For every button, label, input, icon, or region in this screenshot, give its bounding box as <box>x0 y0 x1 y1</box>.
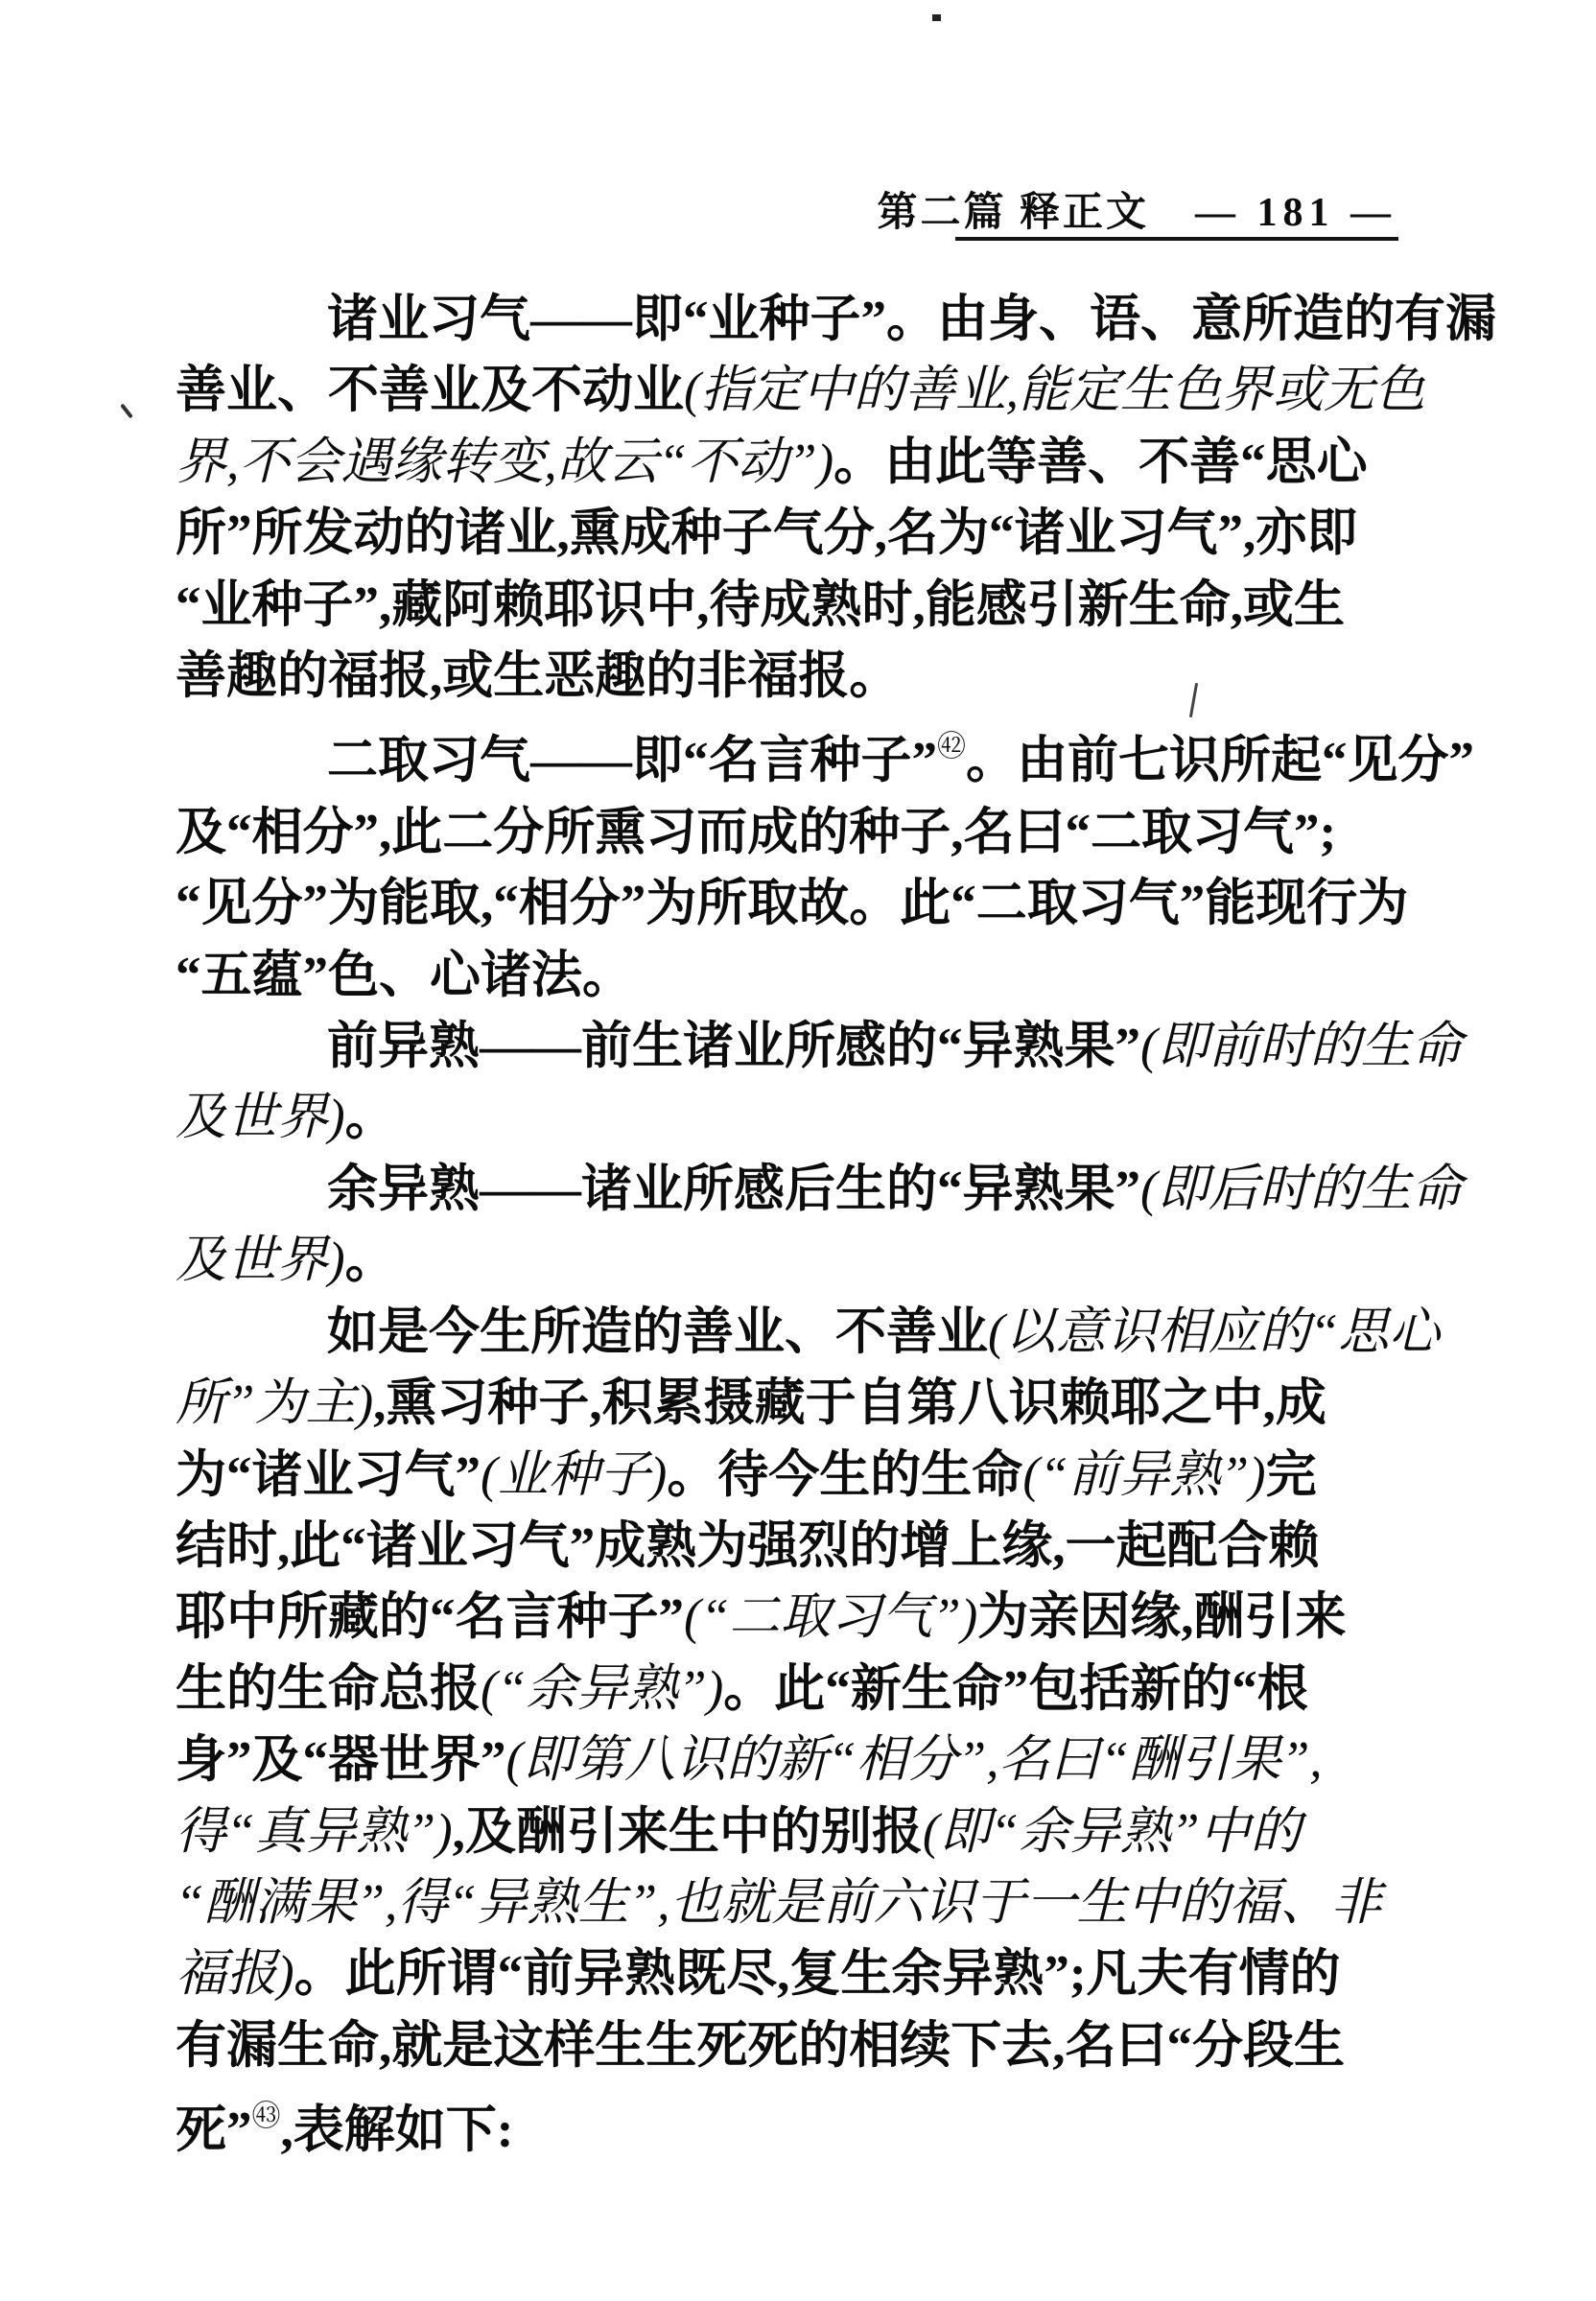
text-line <box>176 570 1461 641</box>
text-line <box>176 2081 1461 2166</box>
text-segment: “业种子”,藏阿赖耶识中,待成熟时,能感引新生命,或生 <box>176 576 1345 633</box>
text-line <box>176 1440 1461 1511</box>
text-segment: 。待今生的生命 <box>667 1446 1023 1503</box>
page-number: — 181 — <box>1195 191 1396 235</box>
text-segment: (业种子) <box>481 1446 668 1503</box>
text-segment: “五蕴”色、心诸法。 <box>176 947 633 1003</box>
text-segment: (指定中的善业,能定生色界或无色 <box>684 363 1425 419</box>
text-line <box>176 641 1461 712</box>
text-line <box>176 1082 1461 1153</box>
text-segment: (即前时的生命 <box>1140 1019 1463 1075</box>
text-segment: 结时,此“诸业习气”成熟为强烈的增上缘,一起配合赖 <box>176 1517 1320 1574</box>
footnote-marker: ㊸ <box>251 2101 281 2133</box>
text-segment: 死” <box>176 2102 252 2159</box>
text-segment: (以意识相应的“思心 <box>988 1303 1441 1360</box>
text-segment: 为“诸业习气” <box>176 1446 481 1503</box>
text-segment: 福报) <box>176 1946 294 2003</box>
text-segment: 及世界) <box>176 1233 345 1289</box>
text-line <box>176 712 1474 796</box>
text-line <box>176 498 1461 569</box>
text-segment: “见分”为能取,“相分”为所取故。此“二取习气”能现行为 <box>176 876 1409 932</box>
text-line <box>176 940 1461 1011</box>
text-line <box>176 1938 1461 2009</box>
scan-stray-mark <box>120 404 133 419</box>
text-segment: 。由前七识所起“见分” <box>966 733 1474 789</box>
text-segment: 善趣的福报,或生恶趣的非福报。 <box>176 648 901 705</box>
text-line <box>176 1225 1461 1296</box>
text-segment: 。 <box>344 1090 396 1146</box>
text-line <box>176 427 1461 498</box>
text-segment: 界,不会遇缘转变,故云“不动”) <box>176 434 834 490</box>
text-line <box>176 1297 1461 1368</box>
text-segment: (“余异熟”) <box>481 1660 724 1717</box>
text-line <box>176 1725 1461 1796</box>
text-segment: ,表解如下: <box>280 2102 514 2159</box>
text-line <box>176 797 1461 868</box>
text-line <box>176 1511 1461 1582</box>
header-rule <box>955 237 1398 241</box>
text-segment: 所”为主) <box>176 1375 374 1432</box>
text-line <box>176 1867 1461 1938</box>
text-line <box>176 1368 1461 1439</box>
text-line <box>176 868 1461 939</box>
text-line <box>176 1011 1461 1082</box>
text-segment: 身”及“器世界” <box>176 1732 506 1789</box>
scan-speck <box>932 14 941 21</box>
text-segment: 善业、不善业及不动业 <box>176 363 684 419</box>
text-segment: 有漏生命,就是这样生生死死的相续下去,名曰“分段生 <box>176 2017 1345 2074</box>
text-segment: 所”所发动的诸业,熏成种子气分,名为“诸业习气”,亦即 <box>176 505 1358 562</box>
text-line <box>176 1654 1461 1725</box>
text-segment: “酬满果”,得“异熟生”,也就是前六识于一生中的福、非 <box>176 1874 1382 1931</box>
text-segment: 。此“新生命”包括新的“根 <box>723 1660 1308 1717</box>
text-segment: 耶中所藏的“名言种子” <box>176 1589 684 1646</box>
text-segment: 。由此等善、不善“思心 <box>833 434 1368 490</box>
text-segment: (“前异熟”) <box>1022 1446 1266 1503</box>
section-title: 第二篇 释正文 <box>877 191 1149 235</box>
text-line <box>176 1796 1461 1867</box>
text-segment: 生的生命总报 <box>176 1660 481 1717</box>
text-line <box>176 1582 1461 1653</box>
text-segment: ,熏习种子,积累摄藏于自第八识赖耶之中,成 <box>373 1375 1326 1432</box>
text-segment: 。此所谓“前异熟既尽,复生余异熟”;凡夫有情的 <box>293 1946 1341 2003</box>
page-header <box>877 180 1396 238</box>
text-segment: 及“相分”,此二分所熏习而成的种子,名曰“二取习气”; <box>176 804 1337 860</box>
text-segment: ,及酬引来生中的别报 <box>452 1803 923 1860</box>
text-line <box>176 1154 1461 1225</box>
text-segment: (即“余异熟”中的 <box>922 1803 1302 1860</box>
text-line <box>176 284 1496 355</box>
text-segment: (“二取习气”) <box>684 1589 978 1646</box>
text-segment: 完 <box>1265 1446 1317 1503</box>
text-line <box>176 355 1461 426</box>
text-segment: (即第八识的新“相分”,名曰“酬引果”, <box>505 1732 1323 1789</box>
text-segment: 诸业习气——即“业种子”。由身、语、意所造的有漏 <box>327 292 1496 347</box>
text-segment: 前异熟——前生诸业所感的“异熟果” <box>327 1019 1140 1075</box>
text-segment: 及世界) <box>176 1090 345 1146</box>
text-segment: 得“真异熟”) <box>176 1803 453 1860</box>
text-segment: 余异熟——诸业所感后生的“异熟果” <box>327 1161 1140 1217</box>
text-segment: 如是今生所造的善业、不善业 <box>327 1303 988 1360</box>
footnote-marker: ㊷ <box>937 731 966 763</box>
text-segment: (即后时的生命 <box>1140 1161 1463 1217</box>
text-line <box>176 2010 1461 2081</box>
text-body <box>176 284 1496 2167</box>
text-segment: 二取习气——即“名言种子” <box>327 733 937 789</box>
text-segment: 。 <box>344 1233 396 1289</box>
text-segment: 为亲因缘,酬引来 <box>977 1589 1347 1646</box>
